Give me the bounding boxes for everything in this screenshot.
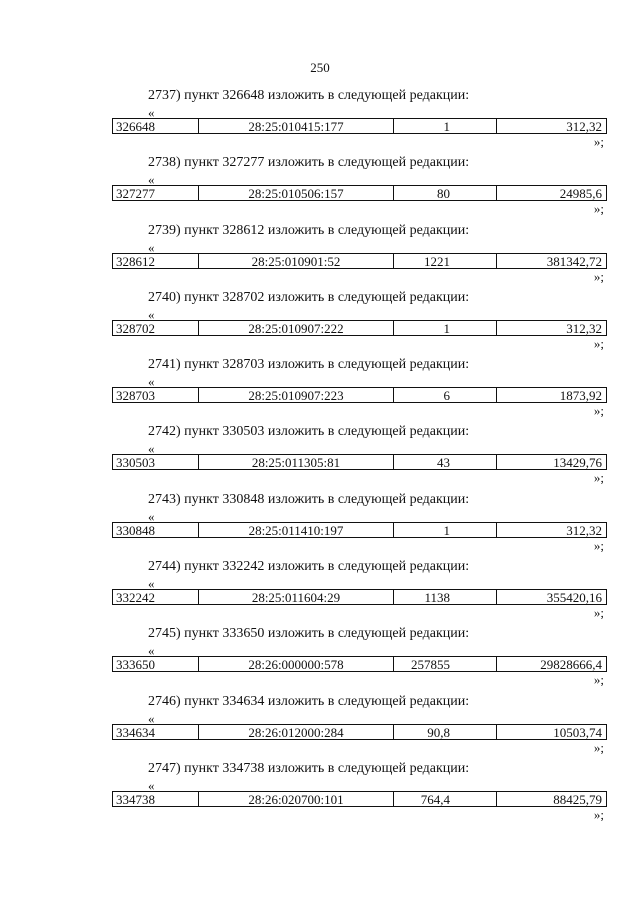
value-cell: 29828666,4 (540, 657, 602, 672)
cadastral-number-cell: 28:26:000000:578 (199, 657, 394, 671)
amendment-entry (0, 219, 640, 286)
value-cell: 1873,92 (559, 388, 602, 403)
open-quote: « (148, 172, 155, 188)
amendment-entry (0, 488, 640, 555)
area-cell: 1 (394, 523, 497, 537)
area-cell: 80 (394, 186, 497, 200)
amendment-entry (0, 84, 640, 151)
item-number-cell: 332242 (113, 590, 199, 604)
area-cell: 43 (394, 455, 497, 469)
open-quote: « (148, 508, 155, 524)
item-number-cell: 330503 (113, 455, 199, 469)
amendment-heading: 2741) пункт 328703 изложить в следующей редакции: (148, 357, 470, 373)
page-number: 250 (310, 60, 330, 75)
close-quote: »; (593, 268, 604, 284)
item-number-cell: 328703 (113, 388, 199, 402)
close-quote: »; (593, 806, 604, 822)
item-number-cell: 328702 (113, 321, 199, 335)
open-quote: « (148, 441, 155, 457)
cadastral-number-cell: 28:25:011410:197 (199, 523, 394, 537)
amendment-entry (0, 757, 640, 824)
cadastral-number-cell: 28:25:011604:29 (199, 590, 394, 604)
amendment-heading: 2742) пункт 330503 изложить в следующей редакции: (148, 424, 470, 440)
area-cell: 1 (394, 119, 497, 133)
close-quote: »; (593, 403, 604, 419)
cadastral-number-cell: 28:25:010506:157 (199, 186, 394, 200)
item-number-cell: 334634 (113, 725, 199, 739)
value-cell: 355420,16 (546, 590, 602, 605)
value-cell: 312,32 (566, 522, 602, 537)
close-quote: »; (593, 335, 604, 351)
value-cell: 312,32 (566, 119, 602, 133)
area-cell: 1138 (394, 590, 497, 604)
amendment-heading: 2747) пункт 334738 изложить в следующей редакции: (148, 760, 470, 776)
cadastral-number-cell: 28:26:020700:101 (199, 792, 394, 806)
area-cell: 1221 (394, 254, 497, 268)
amendment-entry (0, 690, 640, 757)
table-row (112, 656, 607, 672)
amendment-heading: 2737) пункт 326648 изложить в следующей редакции: (148, 88, 470, 103)
value-cell: 13429,76 (553, 455, 602, 470)
amendment-heading: 2746) пункт 334634 изложить в следующей редакции: (148, 693, 470, 709)
amendment-entry (0, 286, 640, 353)
amendment-entry (0, 555, 640, 622)
open-quote: « (148, 576, 155, 592)
cadastral-number-cell: 28:25:010907:223 (199, 388, 394, 402)
item-number-cell: 333650 (113, 657, 199, 671)
area-cell: 90,8 (394, 725, 497, 739)
open-quote: « (148, 374, 155, 390)
open-quote: « (148, 239, 155, 255)
area-cell: 257855 (394, 657, 497, 671)
area-cell: 1 (394, 321, 497, 335)
close-quote: »; (593, 134, 604, 149)
cadastral-number-cell: 28:25:010901:52 (199, 254, 394, 268)
table-row (112, 253, 607, 269)
open-quote: « (148, 105, 155, 120)
open-quote: « (148, 777, 155, 793)
cadastral-number-cell: 28:25:011305:81 (199, 455, 394, 469)
table-row (112, 185, 607, 201)
table-row (112, 454, 607, 470)
close-quote: »; (593, 739, 604, 755)
close-quote: »; (593, 605, 604, 621)
value-cell: 10503,74 (553, 724, 602, 739)
amendment-entry (0, 420, 640, 487)
amendment-entry (0, 622, 640, 689)
table-row (112, 522, 607, 538)
amendment-entry (0, 353, 640, 420)
cadastral-number-cell: 28:25:010907:222 (199, 321, 394, 335)
cadastral-number-cell: 28:26:012000:284 (199, 725, 394, 739)
open-quote: « (148, 643, 155, 659)
value-cell: 312,32 (566, 320, 602, 335)
value-cell: 381342,72 (546, 253, 602, 268)
amendment-entry (0, 151, 640, 218)
table-row (112, 589, 607, 605)
open-quote: « (148, 306, 155, 322)
amendment-heading: 2739) пункт 328612 изложить в следующей редакции: (148, 222, 470, 238)
close-quote: »; (593, 470, 604, 486)
table-row (112, 387, 607, 403)
amendment-heading: 2740) пункт 328702 изложить в следующей редакции: (148, 289, 470, 305)
cadastral-number-cell: 28:25:010415:177 (199, 119, 394, 133)
amendment-heading: 2744) пункт 332242 изложить в следующей редакции: (148, 559, 470, 575)
close-quote: »; (593, 537, 604, 553)
amendment-heading: 2738) пункт 327277 изложить в следующей редакции: (148, 155, 470, 171)
item-number-cell: 327277 (113, 186, 199, 200)
table-row (112, 118, 607, 134)
table-row (112, 791, 607, 807)
item-number-cell: 326648 (113, 119, 199, 133)
table-row (112, 724, 607, 740)
value-cell: 24985,6 (559, 186, 602, 201)
item-number-cell: 328612 (113, 254, 199, 268)
amendment-heading: 2745) пункт 333650 изложить в следующей редакции: (148, 626, 470, 642)
item-number-cell: 330848 (113, 523, 199, 537)
area-cell: 6 (394, 388, 497, 402)
amendment-list (0, 84, 640, 824)
amendment-heading: 2743) пункт 330848 изложить в следующей редакции: (148, 491, 470, 507)
area-cell: 764,4 (394, 792, 497, 806)
close-quote: »; (593, 201, 604, 217)
item-number-cell: 334738 (113, 792, 199, 806)
close-quote: »; (593, 672, 604, 688)
open-quote: « (148, 710, 155, 726)
table-row (112, 320, 607, 336)
value-cell: 88425,79 (553, 791, 602, 806)
